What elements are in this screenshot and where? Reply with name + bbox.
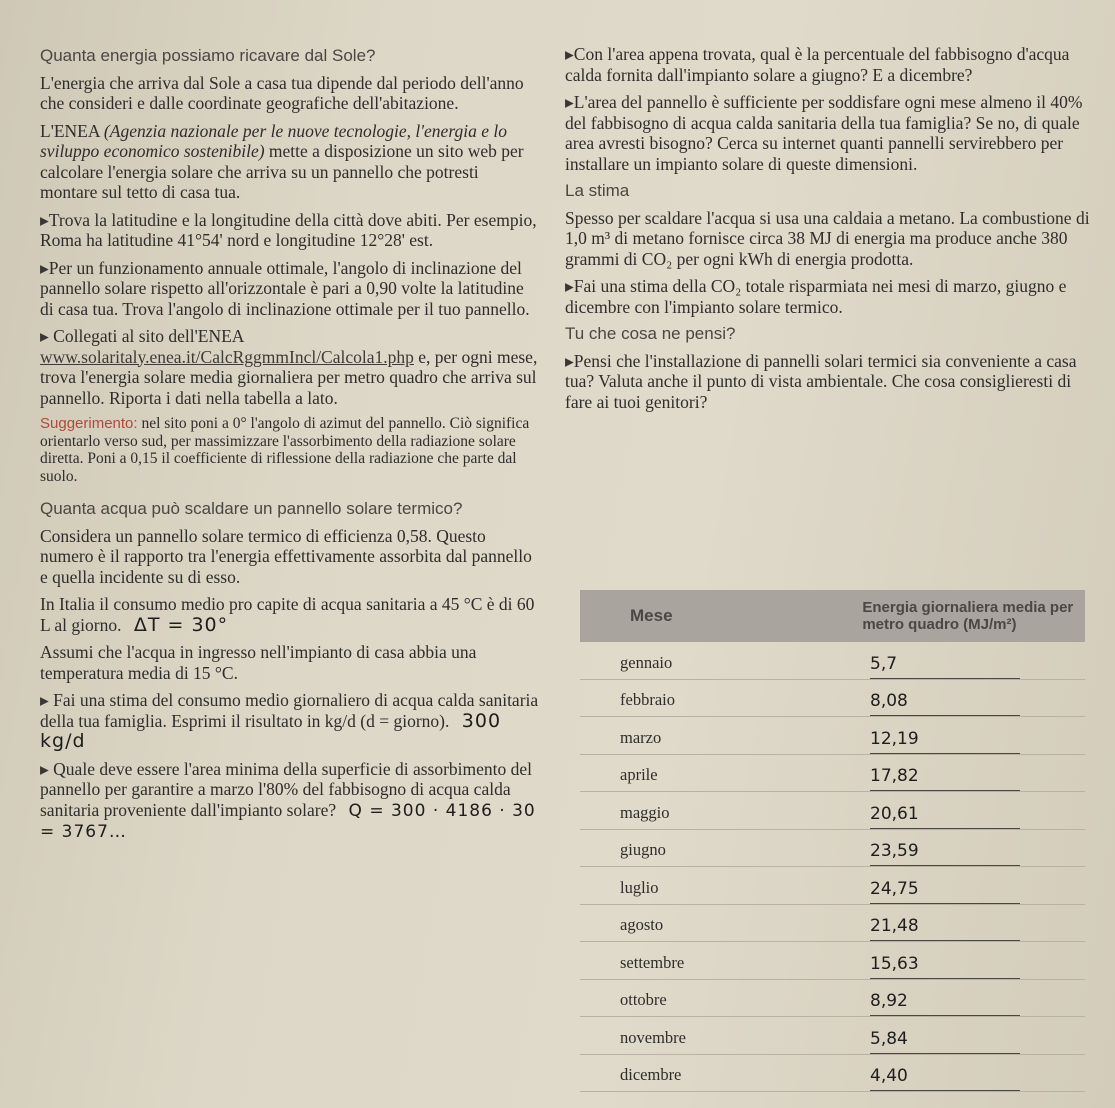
handwritten-calculation: Q = 300 · 4186 · 30 = 3767… [40,800,536,842]
month-cell: maggio [620,802,670,822]
daily-consumption-text: Fai una stima del consumo medio giornaliero di acqua calda sanitaria della tua famiglia. Esprimi il risultato in kg/d (d = giorno). [40,690,539,731]
enea-paragraph [40,121,540,203]
table-row [580,1055,1085,1093]
energy-value-handwritten[interactable]: 15,63 [870,954,1020,979]
minimum-area-text: Quale deve essere l'area minima della superficie di assorbimento del pannello per garantire a marzo l'80% del fabbisogno di acqua calda sanitaria proveniente dall'impianto solare? [40,758,533,820]
table-body [580,642,1085,1092]
month-cell: ottobre [620,990,667,1009]
suggestion-text: nel sito poni a 0° l'angolo di azimut del pannello. Ciò significa orientarlo verso sud, per massimizzare l'assorbimento della radiazione solare diretta. Poni a 0,15 il coefficiente di riflessione della radiazione che parte dal suolo. [40,415,530,485]
section-title: Quanta energia possiamo ricavare dal Sole? [40,46,376,65]
enea-label: L'ENEA [40,120,100,141]
table-row [580,980,1085,1018]
energy-value-handwritten[interactable]: 21,48 [870,916,1020,941]
bullet-latitude: ▸ Trova la latitudine e la longitudine della città dove abiti. Per esempio, Roma ha latitudine 41°54' nord e longitudine 12°28' est. [40,210,540,251]
estimate-heading: La stima [565,181,630,200]
table-row [580,942,1085,980]
column-header-month: Mese [630,606,673,625]
table-row [580,642,1085,680]
suggestion-label: Suggerimento: [40,415,138,432]
table-row [580,905,1085,943]
energy-value-handwritten[interactable]: 8,92 [870,991,1020,1016]
month-cell: agosto [620,915,664,934]
table-row [580,680,1085,718]
table-row [580,792,1085,830]
handwritten-consumption: 300 kg/d [40,709,502,752]
bullet-area-sufficient: ▸ L'area del pannello è sufficiente per soddisfare ogni mese almeno il 40% del fabbisogno di acqua calda sanitaria della tua famiglia? Se no, di quale area avresti bisogno? Cerca su internet quanti pannelli servirebbero per installare un impianto solare di queste dimensioni. [565,92,1090,174]
table-row [580,830,1085,868]
enea-site-pre: Collegati al sito dell'ENEA [53,326,244,346]
month-cell: settembre [620,952,685,972]
consumption-paragraph [40,594,540,635]
energy-value-handwritten[interactable]: 4,40 [870,1066,1020,1091]
inlet-temp-paragraph: Assumi che l'acqua in ingresso nell'impianto di casa abbia una temperatura media di 15 °C. [40,642,477,683]
bullet-percentage: ▸ Con l'area appena trovata, qual è la percentuale del fabbisogno d'acqua calda fornita dall'impianto solare a giugno? E a dicembre? [565,44,1090,85]
energy-value-handwritten[interactable]: 5,7 [870,654,1020,679]
month-cell: dicembre [620,1065,682,1084]
water-heading: Quanta acqua può scaldare un pannello solare termico? [40,499,463,518]
left-column [40,42,540,850]
energy-value-handwritten[interactable]: 23,59 [870,841,1020,866]
energy-value-handwritten[interactable]: 5,84 [870,1029,1020,1054]
estimate-paragraph: Spesso per scaldare l'acqua si usa una caldaia a metano. La combustione di 1,0 m³ di metano fornisce circa 38 MJ di energia ma produce anche 380 grammi di CO₂ per ogni kWh di energia prodotta. [565,207,1090,269]
table-row [580,755,1085,793]
column-header-energy: Energia giornaliera media per metro quadro (MJ/m²) [862,599,1074,633]
table-row [580,1017,1085,1055]
month-cell: gennaio [620,652,673,672]
enea-link[interactable]: www.solaritaly.enea.it/CalcRggmmIncl/Calcola1.php [40,346,414,367]
suggestion-box [40,415,540,485]
table-header [580,590,1085,642]
enea-rest: mette a disposizione un sito web per calcolare l'energia solare che arriva su un pannello che potresti montare sul tetto di casa tua. [40,141,524,202]
right-column [565,44,1090,419]
energy-table [580,590,1085,1092]
energy-value-handwritten[interactable]: 17,82 [870,766,1020,791]
month-cell: giugno [620,840,666,859]
table-row [580,717,1085,755]
opinion-heading: Tu che cosa ne pensi? [565,324,736,343]
bullet-co2: ▸ Fai una stima della CO₂ totale risparmiata nei mesi di marzo, giugno e dicembre con l'impianto solare termico. [565,276,1090,317]
bullet-daily-consumption [40,690,540,752]
intro-paragraph: L'energia che arriva dal Sole a casa tua dipende dal periodo dell'anno che consideri e dalle coordinate geografiche dell'abitazione. [40,72,524,113]
bullet-enea-site [40,326,540,408]
energy-value-handwritten[interactable]: 24,75 [870,879,1020,904]
month-cell: novembre [620,1027,686,1047]
enea-site-post: e, per ogni mese, trova l'energia solare media giornaliera per metro quadro che arriva sul pannello. Riporta i dati nella tabella a lato. [40,346,538,408]
month-cell: marzo [620,727,662,747]
month-cell: febbraio [620,690,675,709]
month-cell: luglio [620,877,659,897]
efficiency-paragraph: Considera un pannello solare termico di efficienza 0,58. Questo numero è il rapporto tra l'energia effettivamente assorbita dal pannello e quella incidente su di esso. [40,525,532,587]
energy-value-handwritten[interactable]: 8,08 [870,691,1020,716]
energy-value-handwritten[interactable]: 20,61 [870,804,1020,829]
month-cell: aprile [620,765,658,784]
handwritten-delta-t: ΔT = 30° [133,613,229,636]
enea-full-name: (Agenzia nazionale per le nuove tecnologie, l'energia e lo sviluppo economico sostenibile) [40,120,507,161]
bullet-opinion: ▸ Pensi che l'installazione di pannelli solari termici sia conveniente a casa tua? Valuta anche il punto di vista ambientale. Che cosa consiglieresti di fare ai tuoi genitori? [565,351,1090,413]
bullet-minimum-area [40,759,540,843]
consumption-text: In Italia il consumo medio pro capite di acqua sanitaria a 45 °C è di 60 L al giorno. [40,594,535,635]
energy-value-handwritten[interactable]: 12,19 [870,729,1020,754]
bullet-inclination: ▸ Per un funzionamento annuale ottimale, l'angolo di inclinazione del pannello solare rispetto all'orizzontale è pari a 0,90 volte la latitudine di casa tua. Trova l'angolo di inclinazione ottimale per il tuo pannello. [40,258,540,320]
table-row [580,867,1085,905]
